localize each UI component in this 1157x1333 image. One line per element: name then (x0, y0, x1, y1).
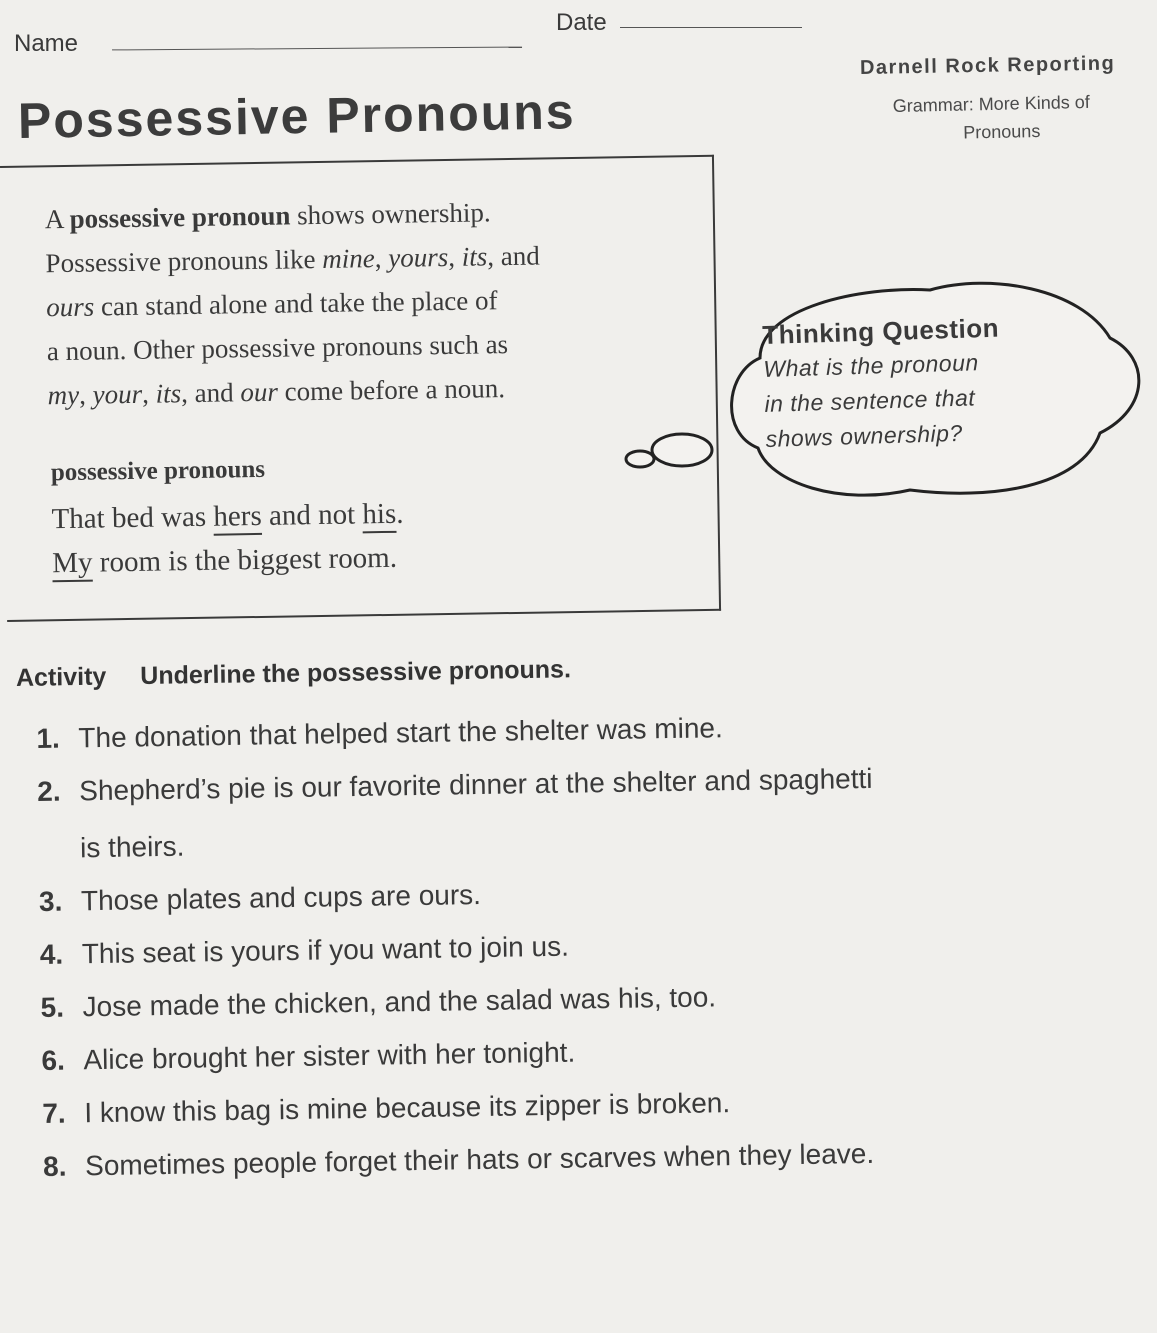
exercise-item-2[interactable]: 2. Shepherd’s pie is our favorite dinner at the shelter and spaghetti (37, 762, 873, 807)
activity-heading (16, 655, 571, 693)
subject-line-2: Pronouns (963, 120, 1041, 143)
rule-text (44, 187, 697, 417)
name-label: Name (14, 30, 79, 57)
exercise-item-4[interactable]: 4. This seat is yours if you want to join us. (39, 930, 570, 970)
thinking-question-line-3: shows ownership? (765, 419, 964, 452)
exercise-item-1[interactable]: 1. The donation that helped start the shelter was mine. (36, 712, 723, 754)
term-possessive-pronoun: possessive pronoun (69, 200, 291, 234)
example-sentence-1: That bed was hers and not his. (51, 497, 404, 536)
exercise-item-2-continued[interactable]: is theirs. (79, 830, 185, 864)
exercise-item-8[interactable]: 8. Sometimes people forget their hats or scarves when they leave. (42, 1137, 875, 1182)
date-field[interactable] (620, 17, 802, 28)
rule-line-1: A possessive pronoun shows ownership. (44, 197, 491, 235)
exercise-item-7[interactable]: 7. I know this bag is mine because its zipper is broken. (42, 1087, 731, 1129)
thinking-question (762, 311, 1066, 456)
thinking-question-heading: Thinking Question (761, 312, 1000, 351)
rule-line-5: my, your, its, and our come before a noun. (47, 373, 506, 411)
exercise-item-5[interactable]: 5. Jose made the chicken, and the salad was his, too. (40, 981, 717, 1023)
rule-line-3: ours can stand alone and take the place of (45, 285, 498, 323)
activity-instruction: Underline the possessive pronouns. (140, 655, 572, 691)
exercise-list (36, 696, 1043, 1193)
rule-line-4: a noun. Other possessive pronouns such as (46, 329, 509, 367)
subject-line-1: Grammar: More Kinds of (892, 91, 1090, 117)
rule-line-2: Possessive pronouns like mine, yours, its, and (45, 240, 540, 279)
examples-title: possessive pronouns (50, 455, 266, 487)
exercise-item-6[interactable]: 6. Alice brought her sister with her tonight. (41, 1036, 576, 1076)
date-label: Date (556, 9, 607, 36)
thinking-question-line-2: in the sentence that (764, 384, 976, 417)
example-sentence-2: My room is the biggest room. (51, 541, 398, 580)
page-title: Possessive Pronouns (17, 83, 577, 149)
subject-heading (892, 87, 1123, 148)
exercise-item-3[interactable]: 3. Those plates and cups are ours. (38, 879, 482, 917)
thinking-question-line-1: What is the pronoun (762, 349, 980, 383)
series-title: Darnell Rock Reporting (859, 52, 1116, 79)
name-field[interactable] (112, 37, 522, 51)
activity-label: Activity (15, 662, 107, 692)
